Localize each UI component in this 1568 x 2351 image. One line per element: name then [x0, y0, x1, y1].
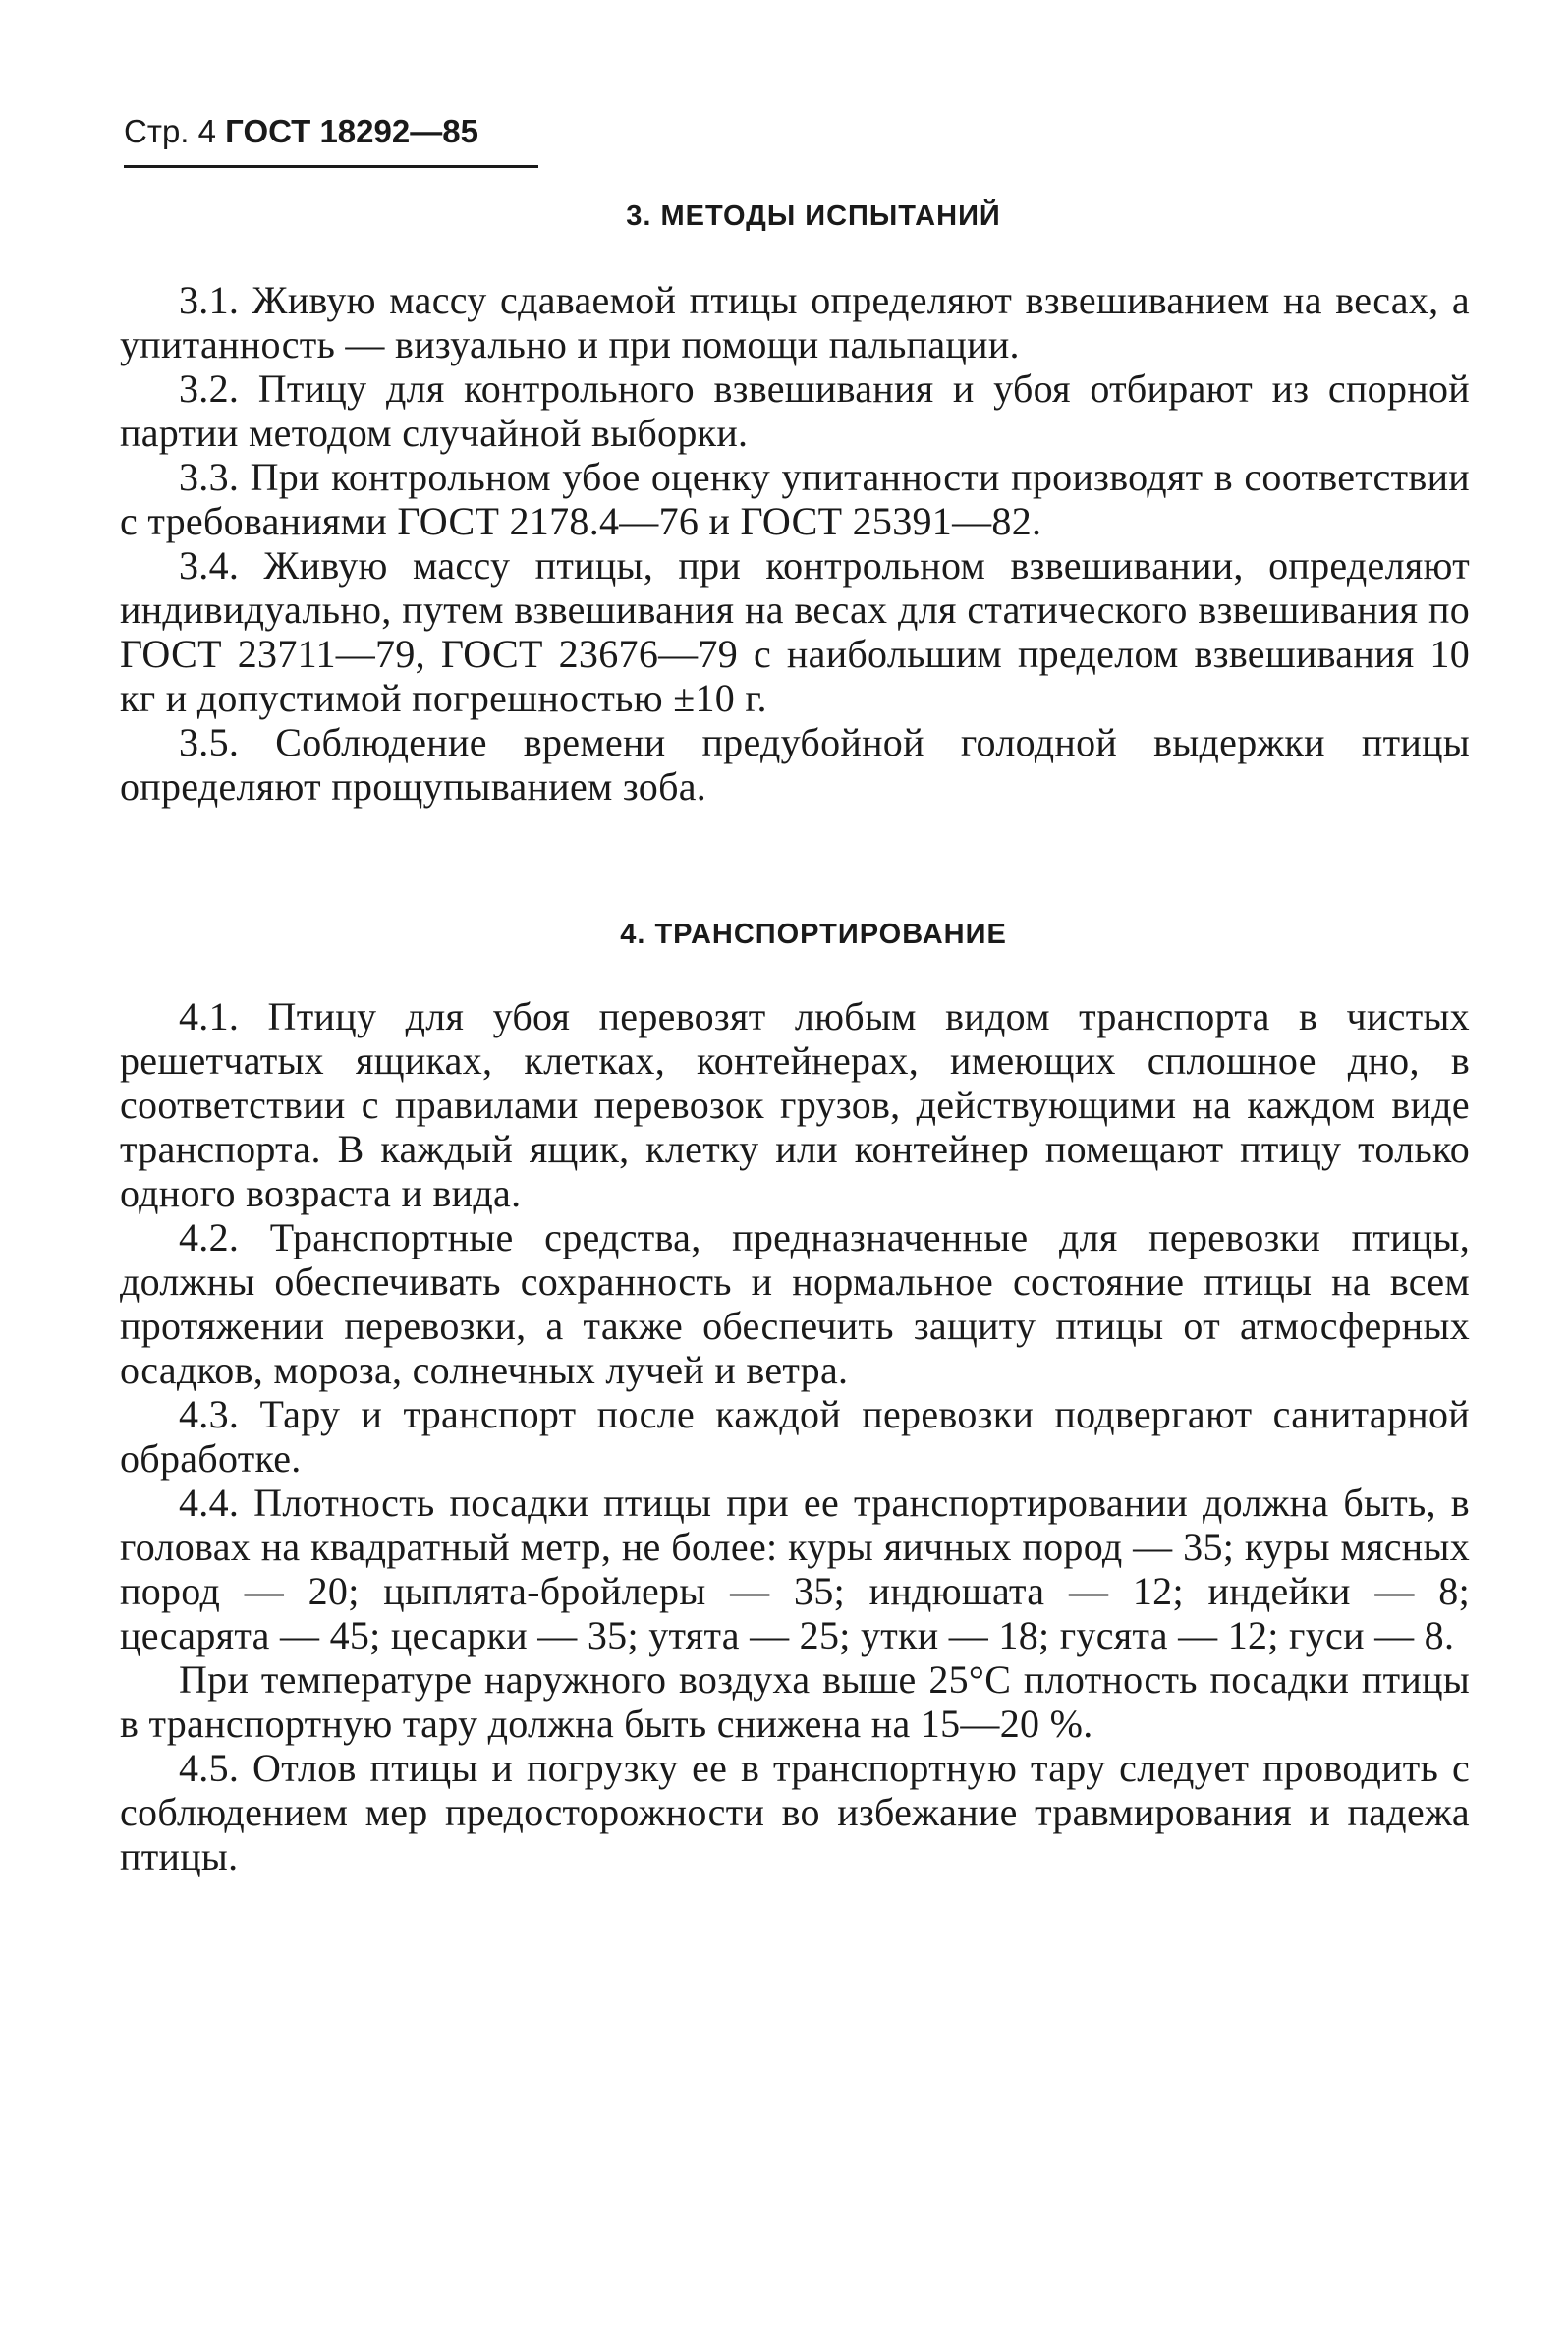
- paragraph-4-2: 4.2. Транспортные средства, предназначенные для перевозки птицы, должны обеспечивать сохранность и нормальное состояние птицы на всем протяжении перевозки, а также обеспечить защиту птицы от атмосферных осадков, мороза, солнечных лучей и ветра.: [120, 1215, 1470, 1392]
- running-header: [124, 112, 478, 151]
- standard-number: ГОСТ 18292—85: [225, 113, 478, 149]
- paragraph-3-1: 3.1. Живую массу сдаваемой птицы определяют взвешиванием на весах, а упитанность — визуально и при помощи пальпации.: [120, 278, 1470, 366]
- page-label: Стр. 4: [124, 113, 216, 149]
- section-heading-transport: [0, 917, 1568, 952]
- paragraph-3-5: 3.5. Соблюдение времени предубойной голодной выдержки птицы определяют прощупыванием зоба.: [120, 720, 1470, 809]
- section-body-methods: [120, 278, 1470, 809]
- section-title: 4. ТРАНСПОРТИРОВАНИЕ: [620, 919, 1007, 950]
- paragraph-3-3: 3.3. При контрольном убое оценку упитанности производят в соответствии с требованиями ГОСТ 2178.4—76 и ГОСТ 25391—82.: [120, 455, 1470, 543]
- section-body-transport: [120, 994, 1470, 1878]
- paragraph-4-3: 4.3. Тару и транспорт после каждой перевозки подвергают санитарной обработке.: [120, 1392, 1470, 1481]
- section-heading-methods: [0, 198, 1568, 234]
- paragraph-4-4: 4.4. Плотность посадки птицы при ее транспортировании должна быть, в головах на квадратный метр, не более: куры яичных пород — 35; куры мясных пород — 20; цыплята-бройлеры — 35; индюшата — 12; индейки — 8; цесарята — 45; цесарки — 35; утята — 25; утки — 18; гусята — 12; гуси — 8.: [120, 1481, 1470, 1657]
- paragraph-3-2: 3.2. Птицу для контрольного взвешивания и убоя отбирают из спорной партии методом случайной выборки.: [120, 366, 1470, 455]
- paragraph-4-5: 4.5. Отлов птицы и погрузку ее в транспортную тару следует проводить с соблюдением мер предосторожности во избежание травмирования и падежа птицы.: [120, 1746, 1470, 1878]
- paragraph-4-1: 4.1. Птицу для убоя перевозят любым видом транспорта в чистых решетчатых ящиках, клетках, контейнерах, имеющих сплошное дно, в соответствии с правилами перевозок грузов, действующими на каждом виде транспорта. В каждый ящик, клетку или контейнер помещают птицу только одного возраста и вида.: [120, 994, 1470, 1215]
- section-title: 3. МЕТОДЫ ИСПЫТАНИЙ: [626, 200, 1001, 232]
- paragraph-3-4: 3.4. Живую массу птицы, при контрольном взвешивании, определяют индивидуально, путем взвешивания на весах для статического взвешивания по ГОСТ 23711—79, ГОСТ 23676—79 с наибольшим пределом взвешивания 10 кг и допустимой погрешностью ±10 г.: [120, 543, 1470, 720]
- paragraph-4-4-note: При температуре наружного воздуха выше 25°С плотность посадки птицы в транспортную тару должна быть снижена на 15—20 %.: [120, 1657, 1470, 1746]
- header-rule: [124, 165, 538, 168]
